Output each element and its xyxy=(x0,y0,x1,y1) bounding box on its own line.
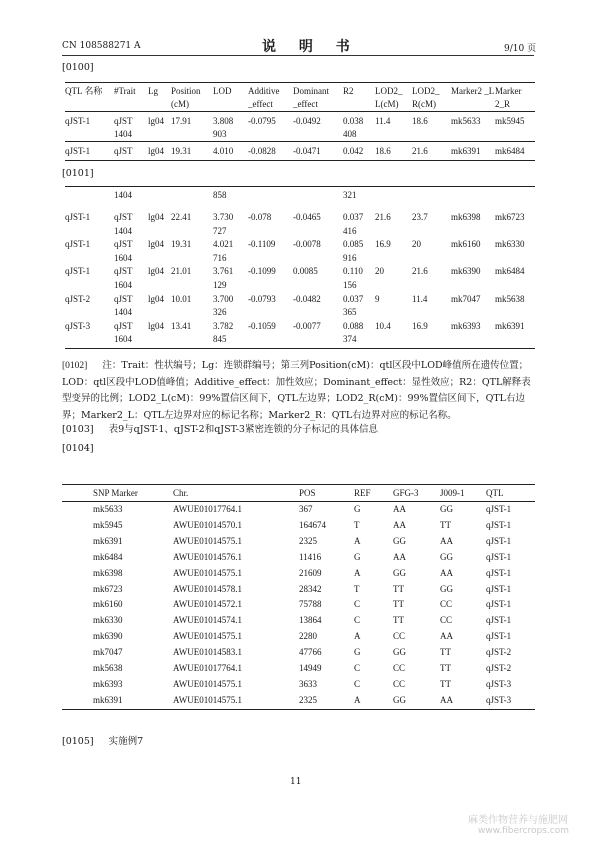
cell-gfg3: GG xyxy=(393,535,406,546)
cell-lg: lg04 xyxy=(148,293,165,304)
col-header-snp-marker: SNP Marker xyxy=(93,488,138,498)
cell-additive xyxy=(248,187,293,206)
paragraph-label-0104: [0104] xyxy=(62,443,94,454)
cell-gfg3: AA xyxy=(393,504,406,514)
table-caption: 表9与qJST-1、qJST-2和qJST-3紧密连锁的分子标记的具体信息 xyxy=(108,424,378,435)
cell-qtl: qJST-1 xyxy=(486,519,512,530)
cell-r2: 0.110 156 xyxy=(343,266,363,290)
cell-ref: C xyxy=(354,678,361,689)
col-header-trait: #Trait xyxy=(114,86,136,96)
cell-lod2-r: 23.7 xyxy=(412,212,428,222)
cell-chr: AWUE01014574.1 xyxy=(173,615,243,626)
table-row xyxy=(62,518,535,534)
table-row xyxy=(65,112,535,142)
cell-pos: 2280 xyxy=(299,631,317,642)
header-divider xyxy=(62,55,534,56)
cell-marker-l: mk6398 xyxy=(451,212,481,222)
paragraph-label-0102: [0102] xyxy=(62,361,88,371)
watermark-title: 麻类作物营养与施肥网 xyxy=(468,815,568,826)
cell-ref: C xyxy=(354,615,361,626)
cell-qtl xyxy=(65,187,114,206)
table-row xyxy=(62,629,535,645)
cell-chr: AWUE01014576.1 xyxy=(173,551,243,562)
cell-lod: 858 xyxy=(213,190,227,200)
cell-ref: G xyxy=(354,504,361,514)
cell-j009: AA xyxy=(440,631,453,642)
col-header-chr: Chr. xyxy=(173,488,189,498)
cell-ref: T xyxy=(354,583,360,594)
cell-gfg3: CC xyxy=(393,631,406,642)
cell-ref: C xyxy=(354,663,361,674)
cell-position: 19.31 xyxy=(171,239,192,250)
table-row xyxy=(65,238,535,265)
cell-dominant: -0.0465 xyxy=(293,212,321,222)
cell-pos: 47766 xyxy=(299,647,322,658)
cell-lod2-r: 16.9 xyxy=(412,320,428,331)
cell-j009: AA xyxy=(440,694,453,705)
col-header-ref: REF xyxy=(354,488,371,498)
cell-marker-r: mk5638 xyxy=(495,293,525,304)
cell-qtl: qJST-1 xyxy=(486,615,512,626)
cell-ref: A xyxy=(354,631,361,642)
cell-qtl: qJST-3 xyxy=(486,678,512,689)
cell-gfg3: TT xyxy=(393,599,404,610)
cell-trait: qJST xyxy=(114,146,133,156)
table-row xyxy=(62,613,535,629)
table-row xyxy=(62,693,535,709)
cell-snp-marker: mk5633 xyxy=(93,504,123,514)
cell-r2: 321 xyxy=(343,190,357,200)
cell-ref: G xyxy=(354,551,361,562)
page-reference: 9/10 页 xyxy=(504,44,537,54)
col-header-marker-r: Marker 2_R xyxy=(495,86,522,109)
table-row xyxy=(65,265,535,292)
cell-lod2-l: 18.6 xyxy=(375,146,391,156)
cell-pos: 13864 xyxy=(299,615,322,626)
cell-chr: AWUE01014575.1 xyxy=(173,535,243,546)
col-header-r2: R2 xyxy=(343,86,354,96)
paragraph-label-0101: [0101] xyxy=(62,168,94,179)
cell-additive: -0.0795 xyxy=(248,116,276,126)
table-row-continued xyxy=(65,187,535,206)
cell-j009: GG xyxy=(440,583,453,594)
col-header-lod2-r: LOD2_ R(cM) xyxy=(412,86,440,109)
cell-pos: 2325 xyxy=(299,694,317,705)
cell-lod2-l: 16.9 xyxy=(375,239,391,250)
cell-marker-l: mk5633 xyxy=(451,116,481,126)
cell-snp-marker: mk5945 xyxy=(93,519,123,530)
cell-lod: 3.782 845 xyxy=(213,320,234,345)
cell-snp-marker: mk6723 xyxy=(93,583,123,594)
cell-trait: qJST 1404 xyxy=(114,116,133,139)
cell-trait: qJST 1404 xyxy=(114,293,133,318)
paragraph-0105 xyxy=(62,733,143,747)
cell-position: 17.91 xyxy=(171,116,192,126)
cell-qtl: qJST-1 xyxy=(486,504,512,514)
cell-chr: AWUE01014575.1 xyxy=(173,567,243,578)
page-number: 11 xyxy=(290,777,302,787)
cell-position: 19.31 xyxy=(171,146,192,156)
cell-lod2-r: 21.6 xyxy=(412,266,428,277)
cell-r2: 0.085 916 xyxy=(343,239,364,263)
table-row xyxy=(62,566,535,582)
paragraph-label-0103: [0103] xyxy=(62,424,94,435)
cell-snp-marker: mk6398 xyxy=(93,567,123,578)
cell-dominant: 0.0085 xyxy=(293,266,318,277)
cell-marker-l: mk6391 xyxy=(451,146,481,156)
cell-lod2-l: 11.4 xyxy=(375,116,391,126)
cell-trait: qJST 1404 xyxy=(114,212,133,236)
col-header-pos: POS xyxy=(299,488,316,498)
snp-marker-table xyxy=(62,484,535,710)
patent-number: CN 108588271 A xyxy=(62,41,141,51)
table-row xyxy=(62,550,535,566)
cell-snp-marker: mk5638 xyxy=(93,663,123,674)
cell-j009: GG xyxy=(440,504,453,514)
cell-snp-marker: mk6484 xyxy=(93,551,123,562)
cell-lod2-r: 11.4 xyxy=(412,293,428,304)
paragraph-label-0105: [0105] xyxy=(62,736,94,747)
cell-j009: GG xyxy=(440,551,453,562)
cell-dominant xyxy=(293,187,343,206)
cell-lod2-l xyxy=(375,187,412,206)
cell-j009: TT xyxy=(440,663,451,674)
cell-j009: TT xyxy=(440,647,451,658)
cell-qtl: qJST-1 xyxy=(486,551,512,562)
cell-marker-r xyxy=(495,187,535,206)
cell-r2: 0.088 374 xyxy=(343,320,364,345)
table-row xyxy=(65,205,535,238)
cell-lg: lg04 xyxy=(148,116,165,126)
cell-j009: TT xyxy=(440,678,451,689)
cell-r2: 0.037 365 xyxy=(343,293,364,318)
col-header-lg: Lg xyxy=(148,86,158,96)
cell-pos: 11416 xyxy=(299,551,322,562)
cell-chr: AWUE01014570.1 xyxy=(173,519,243,530)
cell-lod2-l: 9 xyxy=(375,293,380,304)
cell-lod2-l: 20 xyxy=(375,266,384,277)
cell-position: 21.01 xyxy=(171,266,192,277)
cell-additive: -0.1059 xyxy=(248,320,276,331)
cell-position xyxy=(171,187,213,206)
cell-trait: qJST 1604 xyxy=(114,320,133,345)
cell-position: 22.41 xyxy=(171,212,192,222)
cell-qtl: qJST-1 xyxy=(486,631,512,642)
cell-marker-r: mk5945 xyxy=(495,116,525,126)
qtl-table-part2 xyxy=(65,186,535,349)
cell-additive: -0.1099 xyxy=(248,266,276,277)
col-header-additive: Additive _effect xyxy=(248,86,280,109)
cell-lod2-r xyxy=(412,187,451,206)
table-row xyxy=(62,534,535,550)
cell-j009: CC xyxy=(440,615,453,626)
cell-gfg3: TT xyxy=(393,615,404,626)
cell-gfg3: CC xyxy=(393,678,406,689)
col-header-j009: J009-1 xyxy=(440,488,465,498)
cell-j009: AA xyxy=(440,567,453,578)
table-row xyxy=(65,320,535,349)
cell-ref: A xyxy=(354,694,361,705)
cell-lod2-l: 21.6 xyxy=(375,212,391,222)
cell-qtl: qJST-1 xyxy=(486,599,512,610)
cell-dominant: -0.0471 xyxy=(293,146,321,156)
cell-lg: lg04 xyxy=(148,320,165,331)
col-header-dominant: Dominant _effect xyxy=(293,86,329,109)
cell-qtl: qJST-1 xyxy=(65,239,91,250)
col-header-lod2-l: LOD2_ L(cM) xyxy=(375,86,403,109)
cell-marker-l: mk6160 xyxy=(451,239,481,250)
cell-lod2-r: 20 xyxy=(412,239,421,250)
cell-lg: lg04 xyxy=(148,239,165,250)
cell-snp-marker: mk6160 xyxy=(93,599,123,610)
cell-marker-l xyxy=(451,187,495,206)
cell-pos: 14949 xyxy=(299,663,322,674)
cell-r2: 0.038 408 xyxy=(343,116,364,139)
cell-qtl: qJST-2 xyxy=(65,293,91,304)
cell-pos: 28342 xyxy=(299,583,322,594)
qtl-table-part1 xyxy=(65,82,535,161)
cell-gfg3: GG xyxy=(393,567,406,578)
cell-r2: 0.037 416 xyxy=(343,212,364,236)
note-text: 注：Trait：性状编号；Lg：连锁群编号；第三列Position(cM)：qtl区段中LOD峰值所在遗传位置；LOD：qtl区段中LOD值峰值；Additive_effect：加性效应；Dominant_effect：显性效应；R2：QTL解释表型变异的比例；LOD2_L(cM)：99%置信区间下，QTL左边界；LOD2_R(cM)：99%置信区间下，QTL右边界；Marker2_L：QTL左边界对应的标记名称；Marker2_R：QTL右边界对应的标记名称。 xyxy=(62,360,531,421)
table-row xyxy=(65,293,535,320)
cell-chr: AWUE01014572.1 xyxy=(173,599,243,610)
cell-chr: AWUE01014575.1 xyxy=(173,694,243,705)
cell-trait: qJST 1604 xyxy=(114,266,133,290)
cell-qtl: qJST-1 xyxy=(486,535,512,546)
cell-ref: C xyxy=(354,599,361,610)
cell-dominant: -0.0492 xyxy=(293,116,321,126)
paragraph-label-0100: [0100] xyxy=(62,62,94,73)
cell-dominant: -0.0077 xyxy=(293,320,321,331)
cell-snp-marker: mk6391 xyxy=(93,535,123,546)
cell-pos: 367 xyxy=(299,504,313,514)
col-header-position: Position (cM) xyxy=(171,86,201,109)
table-row xyxy=(62,661,535,677)
cell-marker-r: mk6723 xyxy=(495,212,525,222)
snp-header-row xyxy=(62,485,535,502)
cell-ref: A xyxy=(354,567,361,578)
col-header-marker-l: Marker2 _L xyxy=(451,86,495,96)
table-row xyxy=(62,597,535,613)
cell-qtl: qJST-1 xyxy=(486,567,512,578)
qtl-header-row xyxy=(65,83,535,112)
cell-dominant: -0.0078 xyxy=(293,239,321,250)
cell-qtl: qJST-3 xyxy=(486,694,512,705)
cell-position: 10.01 xyxy=(171,293,192,304)
cell-marker-r: mk6484 xyxy=(495,146,525,156)
cell-additive: -0.0828 xyxy=(248,146,276,156)
cell-lod2-r: 18.6 xyxy=(412,116,428,126)
table-row xyxy=(65,142,535,161)
table-row xyxy=(62,677,535,693)
cell-gfg3: CC xyxy=(393,663,406,674)
cell-qtl: qJST-1 xyxy=(65,146,91,156)
cell-snp-marker: mk6390 xyxy=(93,631,123,642)
cell-pos: 75788 xyxy=(299,599,322,610)
cell-lod: 3.808 903 xyxy=(213,116,234,139)
cell-j009: TT xyxy=(440,519,451,530)
cell-snp-marker: mk6391 xyxy=(93,694,123,705)
cell-additive: -0.1109 xyxy=(248,239,276,250)
cell-snp-marker: mk6330 xyxy=(93,615,123,626)
cell-marker-r: mk6484 xyxy=(495,266,525,277)
table-row xyxy=(62,502,535,518)
cell-chr: AWUE01014578.1 xyxy=(173,583,243,594)
cell-additive: -0.078 xyxy=(248,212,272,222)
cell-qtl: qJST-2 xyxy=(486,663,512,674)
cell-lod: 4.010 xyxy=(213,146,234,156)
cell-chr: AWUE01014575.1 xyxy=(173,631,243,642)
cell-qtl: qJST-3 xyxy=(65,320,91,331)
paragraph-0103 xyxy=(62,421,378,435)
cell-snp-marker: mk6393 xyxy=(93,678,123,689)
cell-qtl: qJST-2 xyxy=(486,647,512,658)
cell-lg: lg04 xyxy=(148,212,165,222)
cell-dominant: -0.0482 xyxy=(293,293,321,304)
cell-lg xyxy=(148,187,171,206)
cell-lod: 3.730 727 xyxy=(213,212,234,236)
cell-marker-r: mk6391 xyxy=(495,320,525,331)
cell-pos: 21609 xyxy=(299,567,322,578)
table-row xyxy=(62,582,535,598)
cell-marker-r: mk6330 xyxy=(495,239,525,250)
cell-lod2-l: 10.4 xyxy=(375,320,391,331)
cell-additive: -0.0793 xyxy=(248,293,276,304)
cell-chr: AWUE01017764.1 xyxy=(173,504,243,514)
cell-snp-marker: mk7047 xyxy=(93,647,123,658)
cell-marker-l: mk6390 xyxy=(451,266,481,277)
cell-trait: 1404 xyxy=(114,190,132,200)
watermark-url: www.fibercrops.com xyxy=(478,826,569,836)
cell-lod: 3.700 326 xyxy=(213,293,234,318)
cell-qtl: qJST-1 xyxy=(486,583,512,594)
cell-lod2-r: 21.6 xyxy=(412,146,428,156)
cell-pos: 164674 xyxy=(299,519,326,530)
col-header-lod: LOD xyxy=(213,86,232,96)
col-header-qtl: QTL 名称 xyxy=(65,86,103,96)
col-header-qtl: QTL xyxy=(486,488,504,498)
example-heading: 实施例7 xyxy=(108,736,144,747)
cell-j009: AA xyxy=(440,535,453,546)
cell-lg: lg04 xyxy=(148,266,165,277)
cell-gfg3: GG xyxy=(393,647,406,658)
cell-lg: lg04 xyxy=(148,146,165,156)
document-title: 说 明 书 xyxy=(262,39,359,55)
cell-lod: 3.761 129 xyxy=(213,266,234,290)
cell-qtl: qJST-1 xyxy=(65,266,91,277)
cell-chr: AWUE01014575.1 xyxy=(173,678,243,689)
col-header-gfg3: GFG-3 xyxy=(393,488,419,498)
cell-r2: 0.042 xyxy=(343,146,364,156)
snp-table-body xyxy=(62,502,535,710)
cell-pos: 2325 xyxy=(299,535,317,546)
cell-trait: qJST 1604 xyxy=(114,239,133,263)
cell-position: 13.41 xyxy=(171,320,192,331)
cell-qtl: qJST-1 xyxy=(65,116,91,126)
cell-marker-l: mk6393 xyxy=(451,320,481,331)
cell-gfg3: GG xyxy=(393,694,406,705)
cell-marker-l: mk7047 xyxy=(451,293,481,304)
table-row xyxy=(62,645,535,661)
cell-ref: T xyxy=(354,519,360,530)
cell-ref: G xyxy=(354,647,361,658)
cell-ref: A xyxy=(354,535,361,546)
cell-chr: AWUE01017764.1 xyxy=(173,663,243,674)
table-note xyxy=(62,358,535,424)
cell-gfg3: AA xyxy=(393,551,406,562)
cell-chr: AWUE01014583.1 xyxy=(173,647,243,658)
cell-pos: 3633 xyxy=(299,678,317,689)
cell-gfg3: AA xyxy=(393,519,406,530)
cell-qtl: qJST-1 xyxy=(65,212,91,222)
cell-gfg3: TT xyxy=(393,583,404,594)
cell-j009: CC xyxy=(440,599,453,610)
cell-lod: 4.021 716 xyxy=(213,239,234,263)
